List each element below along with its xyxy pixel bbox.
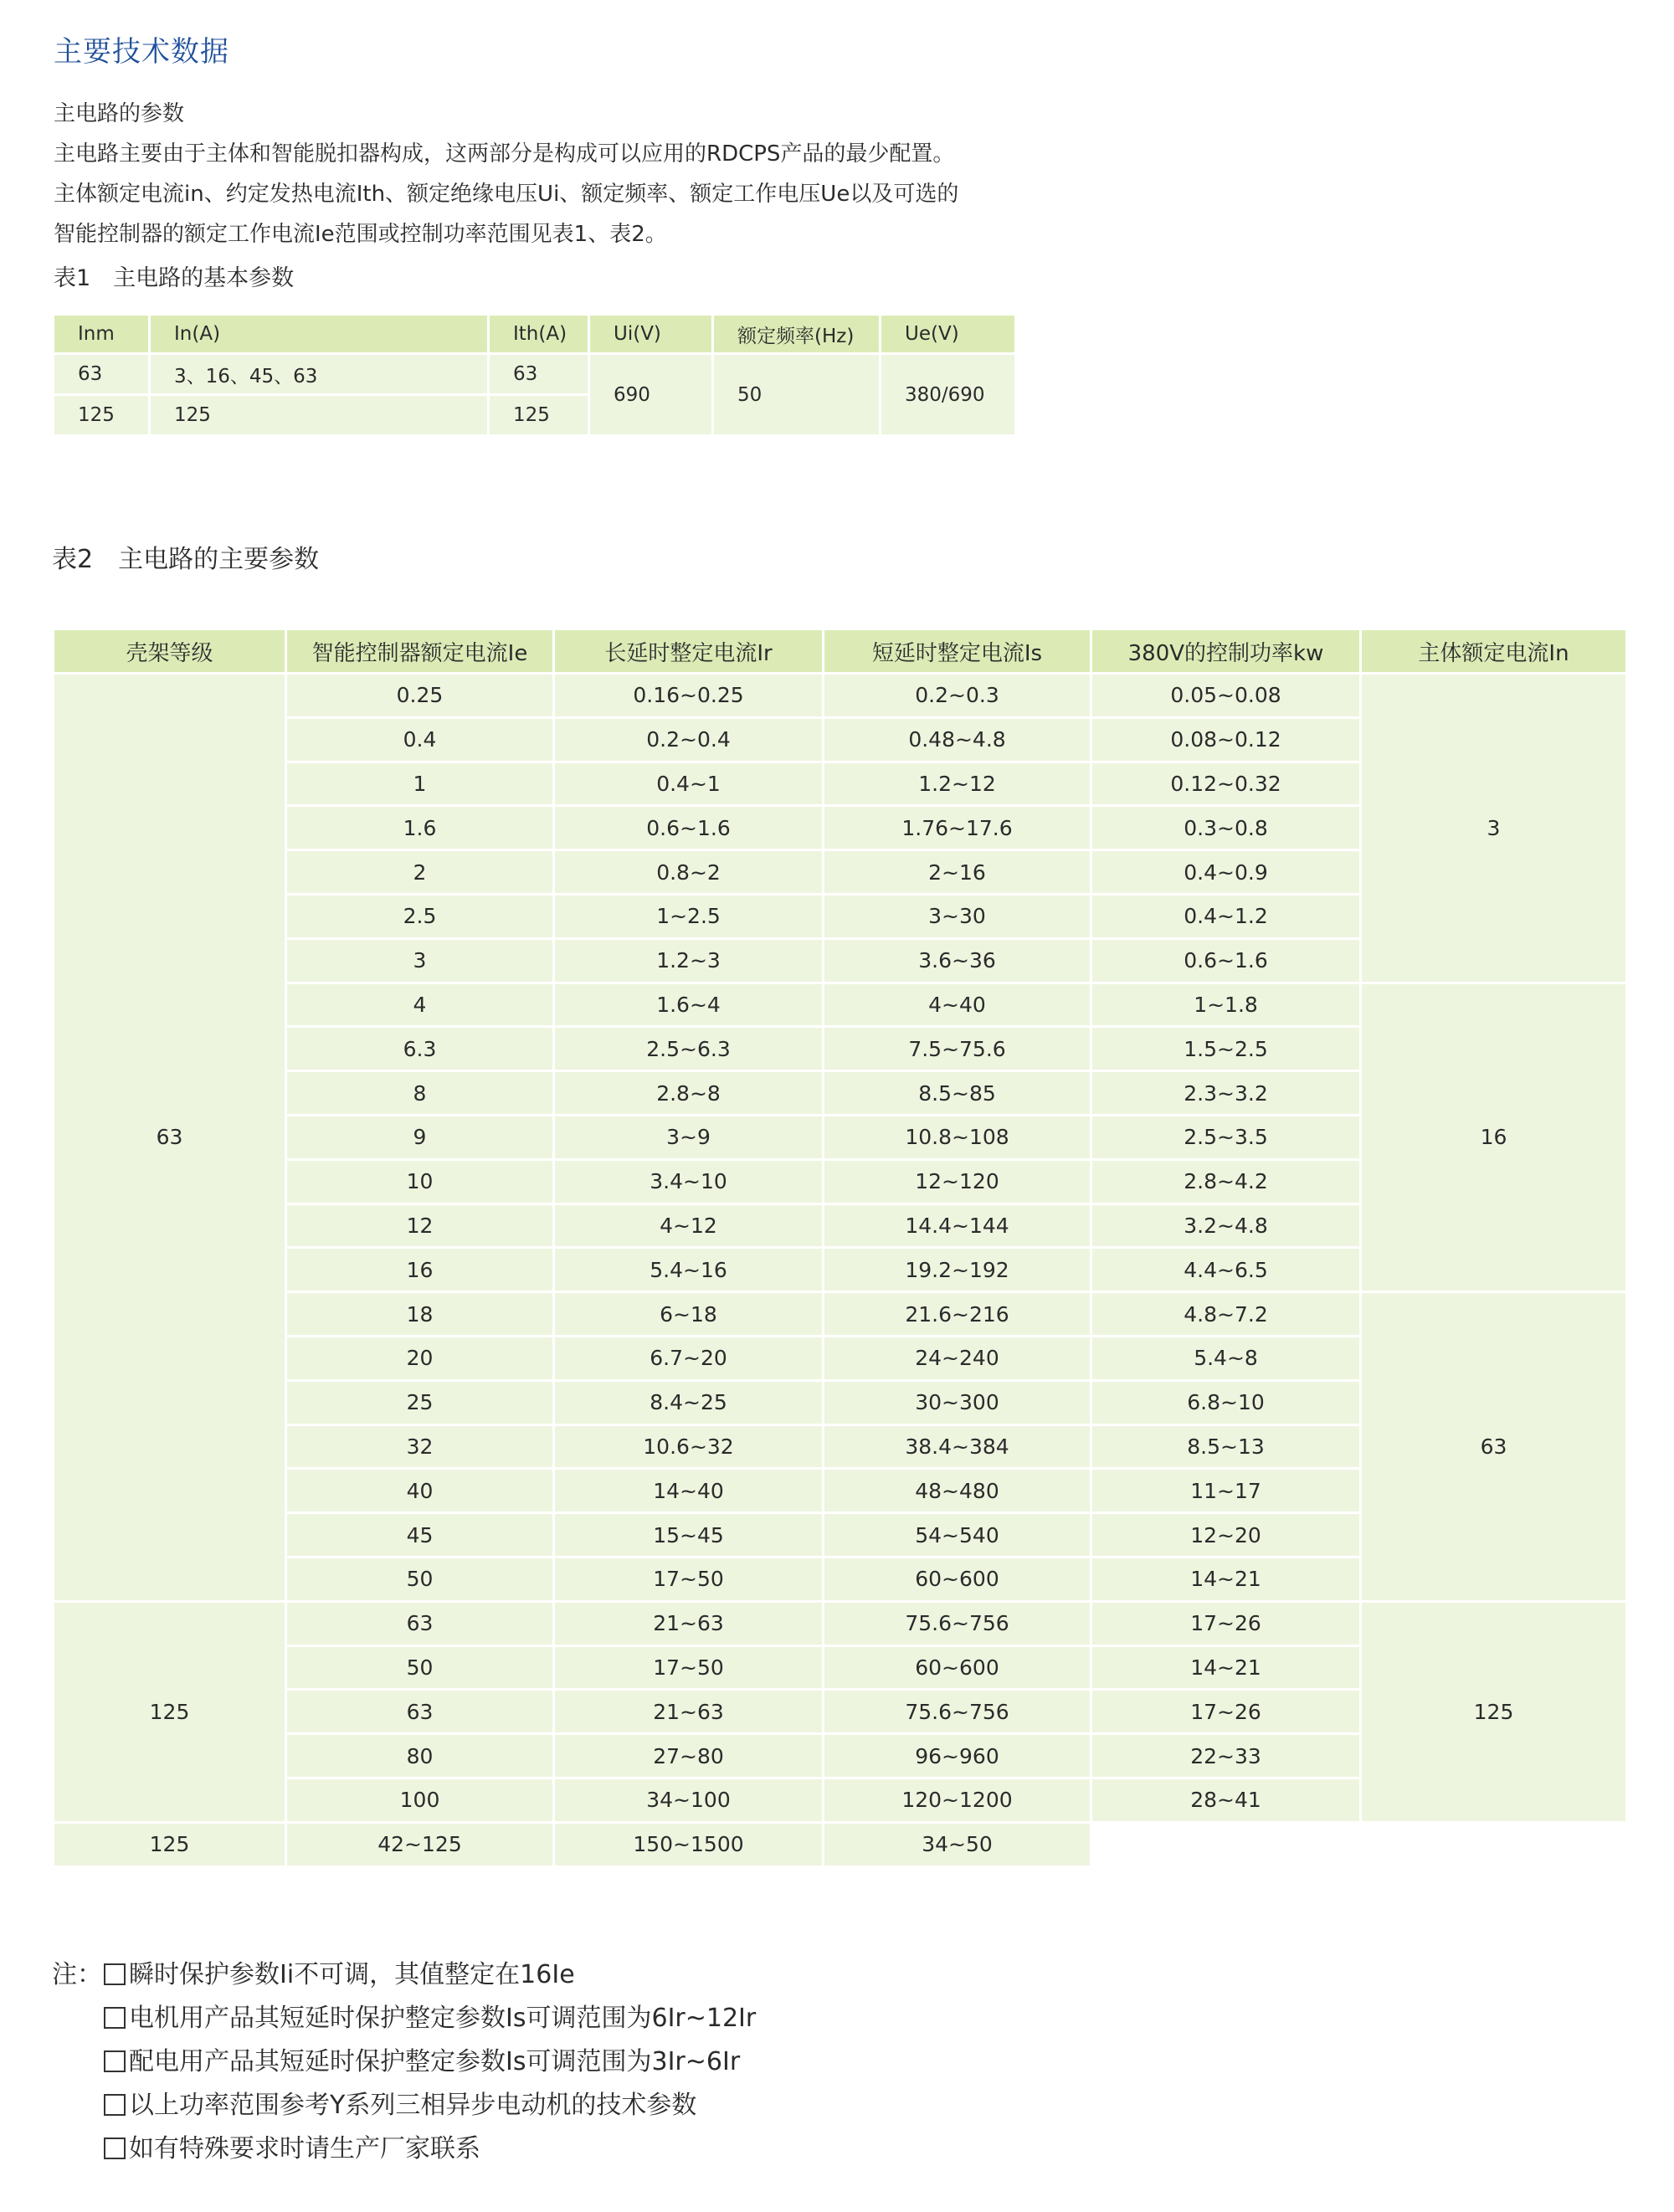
table2-cell-ir: 15~45	[554, 1513, 824, 1558]
table2-cell-ie: 25	[286, 1380, 554, 1424]
table2-cell-ir: 21~63	[554, 1690, 824, 1734]
table2-cell-ir: 1.2~3	[554, 938, 824, 983]
table2-cell-ir: 17~50	[554, 1645, 824, 1690]
table1-header-cell: Ui(V)	[589, 315, 713, 354]
checkbox-icon	[104, 1963, 126, 1985]
table2-cell-is: 75.6~756	[824, 1601, 1091, 1645]
table2-cell-is: 54~540	[824, 1513, 1091, 1558]
table2-cell-kw: 22~33	[1091, 1734, 1361, 1778]
table2-row	[54, 983, 1627, 1027]
table2-cell-kw: 6.8~10	[1091, 1380, 1361, 1424]
table2-cell-kw: 4.4~6.5	[1091, 1248, 1361, 1292]
table2-cell-kw: 8.5~13	[1091, 1424, 1361, 1469]
note-item	[52, 1997, 756, 2040]
table2-cell-kw: 0.4~1.2	[1091, 894, 1361, 938]
table1-cell-in: 3、16、45、63	[150, 354, 489, 395]
table2-cell-kw: 0.3~0.8	[1091, 806, 1361, 850]
table2-cell-kw: 2.8~4.2	[1091, 1159, 1361, 1204]
table2-cell-is: 150~1500	[554, 1822, 824, 1866]
table2-cell-ir: 3~9	[554, 1115, 824, 1159]
table2-cell-ie: 63	[286, 1601, 554, 1645]
table2-cell-is: 0.2~0.3	[824, 674, 1091, 718]
note-text: 以上功率范围参考Y系列三相异步电动机的技术参数	[129, 2091, 697, 2120]
table2-cell-in: 125	[1361, 1601, 1627, 1822]
table2-cell-ie: 0.25	[286, 674, 554, 718]
table2-header-cell: 短延时整定电流Is	[824, 629, 1091, 674]
checkbox-icon	[104, 2007, 126, 2029]
table2-cell-ir: 6~18	[554, 1292, 824, 1337]
table2-cell-is: 12~120	[824, 1159, 1091, 1204]
table2-cell-frame: 63	[54, 674, 286, 1602]
table2-cell-ir: 2.5~6.3	[554, 1027, 824, 1071]
table1-basic-params	[52, 313, 1017, 437]
notes	[52, 1953, 756, 2171]
intro-line: 智能控制器的额定工作电流Ie范围或控制功率范围见表1、表2。	[54, 222, 667, 247]
checkbox-icon	[104, 2138, 126, 2159]
table2-cell-is: 21.6~216	[824, 1292, 1091, 1337]
note-text: 电机用产品其短延时保护整定参数Is可调范围为6Ir~12Ir	[129, 2004, 757, 2033]
table2-cell-is: 19.2~192	[824, 1248, 1091, 1292]
table2-cell-ie: 16	[286, 1248, 554, 1292]
table2-cell-is: 3.6~36	[824, 938, 1091, 983]
table2-cell-ir: 27~80	[554, 1734, 824, 1778]
table2-cell-kw: 1~1.8	[1091, 983, 1361, 1027]
table1-header-cell: 额定频率(Hz)	[713, 315, 881, 354]
checkbox-icon	[104, 2050, 126, 2072]
table2-cell-kw: 28~41	[1091, 1778, 1361, 1822]
checkbox-icon	[104, 2094, 126, 2116]
table2-cell-ir: 42~125	[286, 1822, 554, 1866]
note-text: 如有特殊要求时请生产厂家联系	[129, 2134, 480, 2163]
table2-cell-is: 10.8~108	[824, 1115, 1091, 1159]
table2-cell-is: 48~480	[824, 1469, 1091, 1513]
table2-cell-in: 16	[1361, 983, 1627, 1292]
table2-cell-is: 8.5~85	[824, 1071, 1091, 1116]
table2-cell-ir: 8.4~25	[554, 1380, 824, 1424]
table2-cell-kw: 17~26	[1091, 1601, 1361, 1645]
table2-cell-kw: 5.4~8	[1091, 1336, 1361, 1380]
table2-cell-ir: 21~63	[554, 1601, 824, 1645]
table1-header-cell: Ue(V)	[881, 315, 1016, 354]
table2-cell-is: 38.4~384	[824, 1424, 1091, 1469]
table2-cell-ie: 45	[286, 1513, 554, 1558]
table2-cell-is: 3~30	[824, 894, 1091, 938]
table2-cell-ir: 1.6~4	[554, 983, 824, 1027]
intro-heading: 主电路的参数	[54, 101, 185, 126]
table2-cell-kw: 0.6~1.6	[1091, 938, 1361, 983]
table2-cell-is: 60~600	[824, 1557, 1091, 1601]
note-item	[52, 1953, 756, 1997]
table2-cell-ir: 14~40	[554, 1469, 824, 1513]
table2-cell-ie: 125	[54, 1822, 286, 1866]
table2-cell-ir: 6.7~20	[554, 1336, 824, 1380]
note-item	[52, 2040, 756, 2084]
table2-cell-ie: 100	[286, 1778, 554, 1822]
table2-cell-is: 96~960	[824, 1734, 1091, 1778]
table2-cell-ir: 0.4~1	[554, 762, 824, 806]
table2-cell-is: 4~40	[824, 983, 1091, 1027]
table2-cell-ir: 2.8~8	[554, 1071, 824, 1116]
table2-cell-kw: 4.8~7.2	[1091, 1292, 1361, 1337]
table1-header-cell: Ith(A)	[489, 315, 589, 354]
table1-header-cell: Inm	[54, 315, 150, 354]
table1-cell-inm: 63	[54, 354, 150, 395]
table2-cell-ie: 80	[286, 1734, 554, 1778]
table2-cell-ie: 50	[286, 1645, 554, 1690]
table2-cell-kw: 14~21	[1091, 1557, 1361, 1601]
table2-cell-ie: 1	[286, 762, 554, 806]
intro-line: 主体额定电流in、约定发热电流Ith、额定绝缘电压Ui、额定频率、额定工作电压Ue以及可选的	[54, 182, 959, 207]
table2-cell-kw: 0.05~0.08	[1091, 674, 1361, 718]
table2-cell-ir: 0.16~0.25	[554, 674, 824, 718]
note-text: 瞬时保护参数Ii不可调，其值整定在16Ie	[129, 1960, 575, 1989]
table2-cell-ie: 20	[286, 1336, 554, 1380]
table2-header-cell: 主体额定电流In	[1361, 629, 1627, 674]
table2-cell-ie: 18	[286, 1292, 554, 1337]
table2-header-cell: 壳架等级	[54, 629, 286, 674]
table2-cell-is: 2~16	[824, 850, 1091, 895]
table2-header-cell: 长延时整定电流Ir	[554, 629, 824, 674]
table2-cell-is: 30~300	[824, 1380, 1091, 1424]
table2-cell-is: 0.48~4.8	[824, 717, 1091, 762]
table2-cell-ir: 1~2.5	[554, 894, 824, 938]
table2-cell-in: 3	[1361, 674, 1627, 983]
table2-cell-is: 24~240	[824, 1336, 1091, 1380]
table2-cell-is: 60~600	[824, 1645, 1091, 1690]
table1-cell-ui: 690	[589, 354, 713, 436]
table2-cell-ir: 4~12	[554, 1204, 824, 1248]
table2-cell-ie: 8	[286, 1071, 554, 1116]
table2-cell-kw: 34~50	[824, 1822, 1091, 1866]
table2-cell-ie: 12	[286, 1204, 554, 1248]
table2-cell-kw: 3.2~4.8	[1091, 1204, 1361, 1248]
table1-header-cell: In(A)	[150, 315, 489, 354]
table2-cell-kw: 0.12~0.32	[1091, 762, 1361, 806]
table2-cell-ir: 10.6~32	[554, 1424, 824, 1469]
table2-cell-ie: 3	[286, 938, 554, 983]
table1-cell-inm: 125	[54, 395, 150, 436]
table2-cell-ir: 34~100	[554, 1778, 824, 1822]
table2-cell-ie: 0.4	[286, 717, 554, 762]
table2-row	[54, 1292, 1627, 1337]
table2-cell-ir: 0.6~1.6	[554, 806, 824, 850]
table2-cell-is: 75.6~756	[824, 1690, 1091, 1734]
table2-row	[54, 1601, 1627, 1645]
table2-cell-is: 1.2~12	[824, 762, 1091, 806]
table2-cell-is: 1.76~17.6	[824, 806, 1091, 850]
table2-cell-ir: 17~50	[554, 1557, 824, 1601]
note-item	[52, 2084, 756, 2127]
table2-cell-ie: 6.3	[286, 1027, 554, 1071]
table2-header-cell: 智能控制器额定电流Ie	[286, 629, 554, 674]
table2-row	[54, 674, 1627, 718]
table2-header-cell: 380V的控制功率kw	[1091, 629, 1361, 674]
table2-cell-ie: 4	[286, 983, 554, 1027]
table2-cell-kw: 12~20	[1091, 1513, 1361, 1558]
intro-text	[54, 94, 958, 254]
table2-cell-ie: 40	[286, 1469, 554, 1513]
table2-cell-ie: 32	[286, 1424, 554, 1469]
table1-caption: 表1 主电路的基本参数	[54, 265, 295, 291]
table2-caption: 表2 主电路的主要参数	[52, 545, 320, 574]
table2-cell-ie: 2	[286, 850, 554, 895]
table2-cell-ir: 3.4~10	[554, 1159, 824, 1204]
note-prefix: 注：	[52, 1960, 102, 1989]
table2-cell-ir: 5.4~16	[554, 1248, 824, 1292]
table1-cell-freq: 50	[713, 354, 881, 436]
note-item	[52, 2127, 756, 2171]
table2-cell-ir: 0.8~2	[554, 850, 824, 895]
table2-cell-ie: 2.5	[286, 894, 554, 938]
table2-cell-ie: 9	[286, 1115, 554, 1159]
intro-line: 主电路主要由于主体和智能脱扣器构成，这两部分是构成可以应用的RDCPS产品的最少配置。	[54, 141, 955, 167]
table1-cell-ith: 125	[489, 395, 589, 436]
table1-header-row	[54, 315, 1016, 354]
table2-cell-kw: 0.4~0.9	[1091, 850, 1361, 895]
table2-cell-is: 14.4~144	[824, 1204, 1091, 1248]
table2-cell-is: 7.5~75.6	[824, 1027, 1091, 1071]
table2-cell-kw: 2.3~3.2	[1091, 1071, 1361, 1116]
table2-cell-frame: 125	[54, 1601, 286, 1822]
table2-cell-kw: 2.5~3.5	[1091, 1115, 1361, 1159]
table2-cell-ie: 63	[286, 1690, 554, 1734]
table2-main-params	[52, 628, 1628, 1868]
page-title: 主要技术数据	[54, 35, 229, 69]
table2-cell-ie: 1.6	[286, 806, 554, 850]
table2-cell-is: 120~1200	[824, 1778, 1091, 1822]
table1-row	[54, 354, 1016, 395]
table1-cell-ue: 380/690	[881, 354, 1016, 436]
note-text: 配电用产品其短延时保护整定参数Is可调范围为3Ir~6Ir	[129, 2047, 741, 2076]
table2-cell-kw: 17~26	[1091, 1690, 1361, 1734]
table2-cell-ie: 10	[286, 1159, 554, 1204]
table2-cell-ir: 0.2~0.4	[554, 717, 824, 762]
table2-cell-kw: 1.5~2.5	[1091, 1027, 1361, 1071]
table2-cell-kw: 0.08~0.12	[1091, 717, 1361, 762]
table2-cell-kw: 14~21	[1091, 1645, 1361, 1690]
table2-cell-in: 63	[1361, 1292, 1627, 1602]
table2-header-row	[54, 629, 1627, 674]
table1-cell-in: 125	[150, 395, 489, 436]
table2-cell-kw: 11~17	[1091, 1469, 1361, 1513]
table2-row	[54, 1822, 1627, 1866]
table2-cell-ie: 50	[286, 1557, 554, 1601]
table1-cell-ith: 63	[489, 354, 589, 395]
